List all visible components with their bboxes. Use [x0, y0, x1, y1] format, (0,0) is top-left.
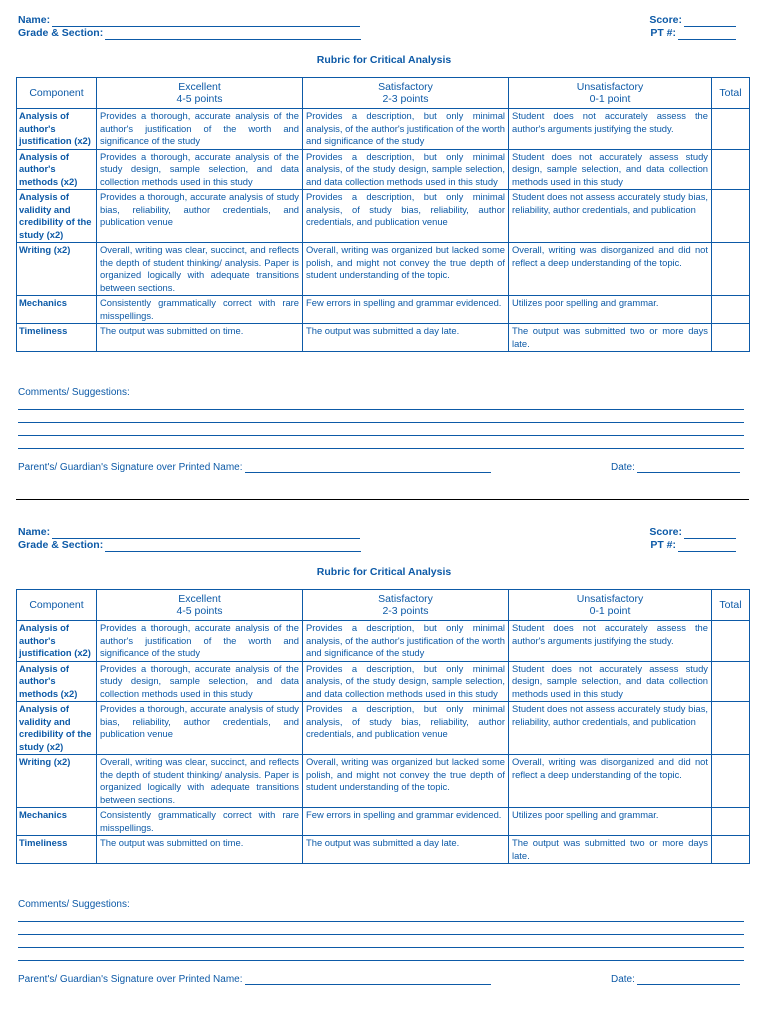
comments-label: Comments/ Suggestions:: [18, 899, 130, 910]
rubric-row: [17, 808, 750, 836]
signature-row: [18, 974, 491, 985]
rubric-row: [17, 324, 750, 352]
score-label: Score:: [649, 526, 682, 538]
signature-label: Parent's/ Guardian's Signature over Printed Name:: [18, 974, 243, 985]
excellent-cell: The output was submitted on time.: [97, 324, 303, 352]
unsatisfactory-cell: Student does not accurately assess the author's arguments justifying the study.: [509, 109, 712, 150]
component-cell: Analysis of author's justification (x2): [17, 621, 97, 662]
rubric-row: [17, 109, 750, 150]
score-field[interactable]: [684, 528, 736, 539]
rubric-title: Rubric for Critical Analysis: [316, 54, 452, 66]
component-cell: Analysis of author's justification (x2): [17, 109, 97, 150]
rubric-row: [17, 190, 750, 243]
total-cell[interactable]: [712, 702, 750, 755]
satisfactory-cell: Provides a description, but only minimal analysis, of the study design, sample selection, and data collection methods used in this study: [303, 661, 509, 702]
excellent-cell: Provides a thorough, accurate analysis of study bias, reliability, author credentials, and publication venue: [97, 702, 303, 755]
total-cell[interactable]: [712, 243, 750, 296]
student-info: [18, 526, 361, 552]
rubric-row: [17, 296, 750, 324]
satisfactory-cell: Provides a description, but only minimal analysis, of the author's justification of the worth and significance of the study: [303, 621, 509, 662]
satisfactory-cell: Provides a description, but only minimal analysis, of study bias, reliability, author credentials, and publication venue: [303, 190, 509, 243]
grade-section-field[interactable]: [105, 541, 361, 552]
name-field[interactable]: [52, 528, 360, 539]
excellent-cell: Provides a thorough, accurate analysis of the author's justification of the worth and significance of the study: [97, 621, 303, 662]
rubric-header-row: [17, 78, 750, 109]
date-field[interactable]: [637, 974, 740, 985]
date-label: Date:: [611, 974, 635, 985]
unsatisfactory-cell: The output was submitted two or more days late.: [509, 324, 712, 352]
component-cell: Timeliness: [17, 836, 97, 864]
unsatisfactory-cell: Utilizes poor spelling and grammar.: [509, 296, 712, 324]
score-label: Score:: [649, 14, 682, 26]
satisfactory-header: Satisfactory 2-3 points: [303, 590, 509, 621]
component-cell: Analysis of author's methods (x2): [17, 661, 97, 702]
signature-row: [18, 462, 491, 473]
unsatisfactory-cell: Student does not accurately assess study design, sample selection, and data collection methods used in this study: [509, 149, 712, 190]
comment-line[interactable]: [18, 448, 744, 449]
total-cell[interactable]: [712, 621, 750, 662]
rubric-form: [0, 526, 768, 1026]
name-label: Name:: [18, 14, 51, 26]
component-cell: Writing (x2): [17, 755, 97, 808]
component-cell: Analysis of validity and credibility of the study (x2): [17, 702, 97, 755]
total-cell[interactable]: [712, 836, 750, 864]
unsatisfactory-header: Unsatisfactory 0-1 point: [509, 590, 712, 621]
pt-field[interactable]: [678, 29, 736, 40]
excellent-cell: Overall, writing was clear, succinct, and reflects the depth of student thinking/ analysis. Paper is organized logically with adequate transitions between sections.: [97, 755, 303, 808]
total-cell[interactable]: [712, 109, 750, 150]
total-header: Total: [712, 78, 750, 109]
date-row: [611, 974, 740, 985]
unsatisfactory-header: Unsatisfactory 0-1 point: [509, 78, 712, 109]
component-header: Component: [17, 78, 97, 109]
comments-label: Comments/ Suggestions:: [18, 387, 130, 398]
unsatisfactory-cell: Overall, writing was disorganized and did not reflect a deep understanding of the topic.: [509, 755, 712, 808]
rubric-table: [16, 589, 750, 864]
student-info: [18, 14, 361, 40]
cut-line-divider: [16, 499, 749, 500]
satisfactory-cell: Overall, writing was organized but lacked some polish, and might not convey the true depth of student understanding of the topic.: [303, 755, 509, 808]
excellent-cell: The output was submitted on time.: [97, 836, 303, 864]
component-cell: Mechanics: [17, 296, 97, 324]
unsatisfactory-cell: Student does not assess accurately study bias, reliability, author credentials, and publication: [509, 190, 712, 243]
excellent-cell: Provides a thorough, accurate analysis of the study design, sample selection, and data collection methods used in this study: [97, 149, 303, 190]
comment-line[interactable]: [18, 921, 744, 922]
grade-section-field[interactable]: [105, 29, 361, 40]
date-field[interactable]: [637, 462, 740, 473]
total-cell[interactable]: [712, 149, 750, 190]
total-cell[interactable]: [712, 190, 750, 243]
satisfactory-cell: Few errors in spelling and grammar evidenced.: [303, 296, 509, 324]
comment-line[interactable]: [18, 947, 744, 948]
grade-section-label: Grade & Section:: [18, 27, 104, 39]
score-field[interactable]: [684, 16, 736, 27]
comment-line[interactable]: [18, 409, 744, 410]
excellent-cell: Consistently grammatically correct with rare misspellings.: [97, 296, 303, 324]
component-cell: Analysis of author's methods (x2): [17, 149, 97, 190]
satisfactory-cell: The output was submitted a day late.: [303, 836, 509, 864]
excellent-cell: Provides a thorough, accurate analysis of the author's justification of the worth and significance of the study: [97, 109, 303, 150]
rubric-row: [17, 755, 750, 808]
satisfactory-cell: Provides a description, but only minimal analysis, of the study design, sample selection, and data collection methods used in this study: [303, 149, 509, 190]
date-label: Date:: [611, 462, 635, 473]
unsatisfactory-cell: Overall, writing was disorganized and did not reflect a deep understanding of the topic.: [509, 243, 712, 296]
comment-line[interactable]: [18, 934, 744, 935]
satisfactory-cell: Provides a description, but only minimal analysis, of study bias, reliability, author credentials, and publication venue: [303, 702, 509, 755]
satisfactory-cell: Few errors in spelling and grammar evidenced.: [303, 808, 509, 836]
rubric-table: [16, 77, 750, 352]
total-cell[interactable]: [712, 296, 750, 324]
name-label: Name:: [18, 526, 51, 538]
rubric-row: [17, 621, 750, 662]
total-header: Total: [712, 590, 750, 621]
signature-label: Parent's/ Guardian's Signature over Printed Name:: [18, 462, 243, 473]
comment-line[interactable]: [18, 435, 744, 436]
grade-section-label: Grade & Section:: [18, 539, 104, 551]
rubric-row: [17, 702, 750, 755]
total-cell[interactable]: [712, 324, 750, 352]
signature-field[interactable]: [245, 462, 491, 473]
unsatisfactory-cell: Student does not accurately assess the author's arguments justifying the study.: [509, 621, 712, 662]
excellent-header: Excellent 4-5 points: [97, 78, 303, 109]
rubric-title: Rubric for Critical Analysis: [316, 566, 452, 578]
unsatisfactory-cell: The output was submitted two or more days late.: [509, 836, 712, 864]
component-cell: Writing (x2): [17, 243, 97, 296]
excellent-header: Excellent 4-5 points: [97, 590, 303, 621]
rubric-form: [0, 14, 768, 514]
comment-line[interactable]: [18, 422, 744, 423]
name-field[interactable]: [52, 16, 360, 27]
excellent-cell: Provides a thorough, accurate analysis of the study design, sample selection, and data collection methods used in this study: [97, 661, 303, 702]
pt-label: PT #:: [650, 539, 676, 551]
component-cell: Timeliness: [17, 324, 97, 352]
score-info: [649, 526, 736, 552]
total-cell[interactable]: [712, 661, 750, 702]
score-info: [649, 14, 736, 40]
component-cell: Mechanics: [17, 808, 97, 836]
unsatisfactory-cell: Student does not assess accurately study bias, reliability, author credentials, and publication: [509, 702, 712, 755]
unsatisfactory-cell: Utilizes poor spelling and grammar.: [509, 808, 712, 836]
excellent-cell: Provides a thorough, accurate analysis of study bias, reliability, author credentials, and publication venue: [97, 190, 303, 243]
rubric-row: [17, 149, 750, 190]
total-cell[interactable]: [712, 755, 750, 808]
rubric-header-row: [17, 590, 750, 621]
rubric-row: [17, 243, 750, 296]
signature-field[interactable]: [245, 974, 491, 985]
component-cell: Analysis of validity and credibility of the study (x2): [17, 190, 97, 243]
component-header: Component: [17, 590, 97, 621]
satisfactory-header: Satisfactory 2-3 points: [303, 78, 509, 109]
excellent-cell: Overall, writing was clear, succinct, and reflects the depth of student thinking/ analysis. Paper is organized logically with adequate transitions between sections.: [97, 243, 303, 296]
rubric-row: [17, 661, 750, 702]
excellent-cell: Consistently grammatically correct with rare misspellings.: [97, 808, 303, 836]
pt-field[interactable]: [678, 541, 736, 552]
total-cell[interactable]: [712, 808, 750, 836]
unsatisfactory-cell: Student does not accurately assess study design, sample selection, and data collection methods used in this study: [509, 661, 712, 702]
pt-label: PT #:: [650, 27, 676, 39]
satisfactory-cell: The output was submitted a day late.: [303, 324, 509, 352]
rubric-row: [17, 836, 750, 864]
comment-line[interactable]: [18, 960, 744, 961]
satisfactory-cell: Overall, writing was organized but lacked some polish, and might not convey the true depth of student understanding of the topic.: [303, 243, 509, 296]
satisfactory-cell: Provides a description, but only minimal analysis, of the author's justification of the worth and significance of the study: [303, 109, 509, 150]
date-row: [611, 462, 740, 473]
